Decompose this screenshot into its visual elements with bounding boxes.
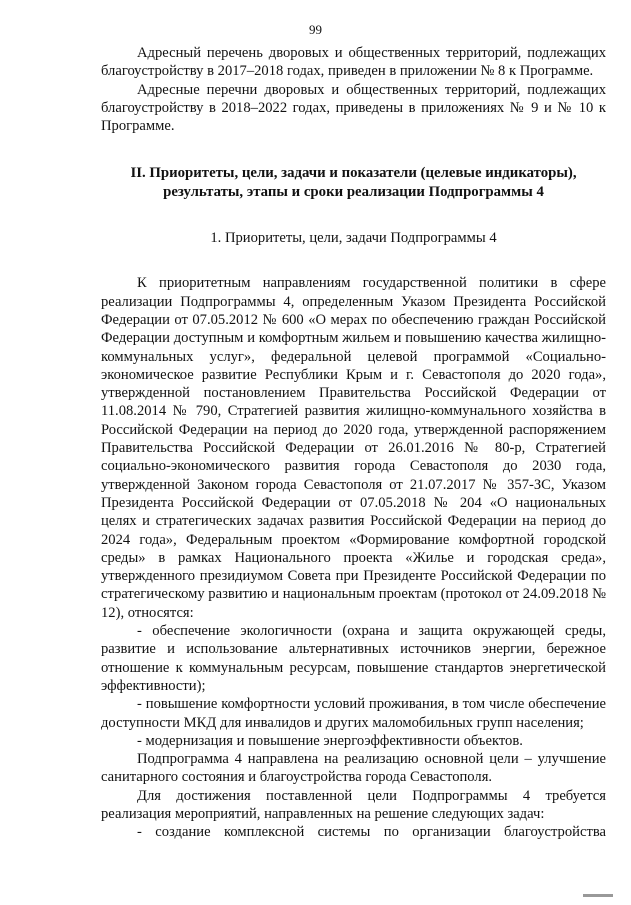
page-number: 99	[309, 22, 322, 37]
task-item-1: - создание комплексной системы по организации благоустройства	[137, 824, 606, 841]
bullet-item-1: - обеспечение экологичности (охрана и защита окружающей среды, развитие и использование альтернативных источников энергии, бережное отношение к коммунальным ресурсам, повышение стандартов энергетической эффективности);	[101, 623, 606, 694]
document-body	[101, 44, 606, 842]
intro-paragraph-2: Адресные перечни дворовых и общественных территорий, подлежащих благоустройству в 2018–2022 годах, приведены в приложениях № 9 и № 10 к Программе.	[101, 81, 606, 135]
bullet-item-2: - повышение комфортности условий проживания, в том числе обеспечение доступности МКД для инвалидов и других маломобильных групп населения;	[101, 696, 606, 731]
intro-paragraph-1: Адресный перечень дворовых и общественных территорий, подлежащих благоустройству в 2017–2018 годах, приведен в приложении № 8 к Программе.	[101, 45, 606, 80]
bullet-item-3: - модернизация и повышение энергоэффективности объектов.	[137, 732, 523, 749]
section-heading: II. Приоритеты, цели, задачи и показатели (целевые индикаторы), результаты, этапы и сроки реализации Подпрограммы 4	[130, 165, 577, 200]
main-paragraph: К приоритетным направлениям государственной политики в сфере реализации Подпрограммы 4, определенным Указом Президента Российской Федерации от 07.05.2012 № 600 «О мерах по обеспечению граждан Российской Федерации доступным и комфортным жильем и повышению качества жилищно-коммунальных услуг», федеральной целевой программой «Социально-экономическое развитие Республики Крым и г. Севастополя до 2020 года», утвержденной постановлением Правительства Российской Федерации от 11.08.2014 № 790, Стратегией развития жилищно-коммунального хозяйства в Российской Федерации на период до 2020 года, утвержденной распоряжением Правительства Российской Федерации от 26.01.2016 № 80-р, Стратегией социально-экономического развития города Севастополя до 2030 года, утвержденной Законом города Севастополя от 21.07.2017 № 357-ЗС, Указом Президента Российской Федерации от 07.05.2018 № 204 «О национальных целях и стратегических задачах развития Российской Федерации на период до 2024 года», Федеральным проектом «Формирование комфортной городской среды» в рамках Национального проекта «Жилье и городская среда», утвержденного президиумом Совета при Президенте Российской Федерации по стратегическому развитию и национальным проектам (протокол от 24.09.2018 № 12), относятся:	[101, 275, 606, 621]
goal-paragraph: Подпрограмма 4 направлена на реализацию основной цели – улучшение санитарного состояния и благоустройства города Севастополя.	[101, 751, 606, 786]
subsection-heading: 1. Приоритеты, цели, задачи Подпрограммы 4	[210, 230, 497, 247]
tasks-paragraph: Для достижения поставленной цели Подпрограммы 4 требуется реализация мероприятий, направленных на решение следующих задач:	[101, 787, 606, 822]
scan-artifact	[583, 894, 613, 897]
